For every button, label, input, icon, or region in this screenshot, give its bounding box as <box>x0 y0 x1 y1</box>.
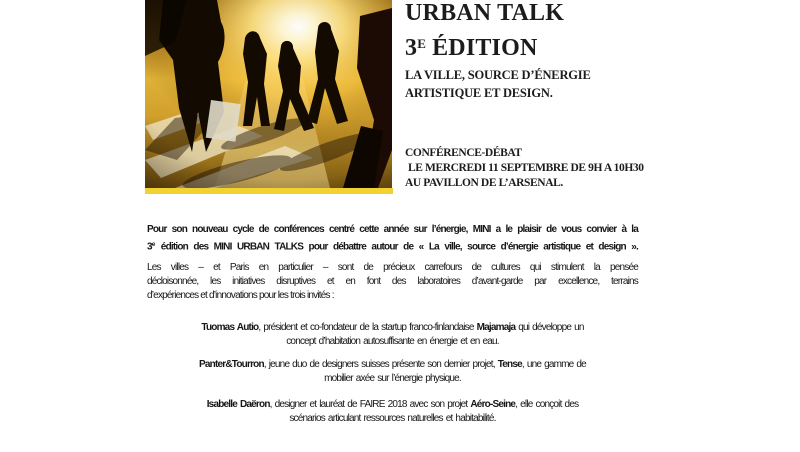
paragraph-context <box>147 261 638 303</box>
emphasis-text: Tuomas Autio <box>201 321 259 333</box>
event-type: CONFÉRENCE-DÉBAT <box>405 147 522 159</box>
text-run: Les villes – et Paris en particulier – sont de précieux carrefours de cultures qui stimulent la pensée <box>147 261 638 273</box>
text-line <box>147 275 638 289</box>
paragraph-guest-panter-tourron <box>147 358 638 386</box>
text-run: , elle conçoit des <box>515 398 579 410</box>
emphasis-text: Tense <box>497 358 522 370</box>
emphasis-text: e <box>151 241 156 248</box>
text-run: qui développe un <box>515 321 584 333</box>
event-subtitle-line1: LA VILLE, SOURCE D’ÉNERGIE <box>405 68 591 82</box>
text-line <box>147 321 638 335</box>
street-crossing-photo <box>145 0 392 188</box>
text-run: , président et co-fondateur de la startup franco-finlandaise <box>258 321 477 333</box>
event-datetime: LE MERCREDI 11 SEPTEMBRE DE 9H A 10H30 <box>408 162 644 175</box>
emphasis-text: édition des MINI URBAN TALKS pour débattre autour de « La ville, source d’énergie artistique et design ». <box>155 241 638 253</box>
text-line <box>147 358 638 372</box>
body-text <box>147 222 638 426</box>
event-title-line1: URBAN TALK <box>405 0 565 26</box>
text-line <box>147 261 638 275</box>
event-subtitle <box>405 67 591 102</box>
text-run: , jeune duo de designers suisses présente son dernier projet, <box>263 358 498 370</box>
text-line <box>147 289 638 303</box>
text-line <box>147 335 638 349</box>
text-line <box>147 222 638 237</box>
text-line <box>147 372 638 386</box>
text-run: mobilier axée sur l’énergie physique. <box>324 372 461 384</box>
event-details <box>405 146 644 192</box>
emphasis-text: Isabelle Daëron <box>206 398 270 410</box>
emphasis-text: Majamaja <box>476 321 516 333</box>
text-run: , une gamme de <box>521 358 586 370</box>
event-title <box>405 0 564 63</box>
edition-word: ÉDITION <box>425 34 538 61</box>
paragraph-guest-tuomas-autio <box>147 321 638 349</box>
text-run: , designer et lauréat de FAIRE 2018 avec son projet <box>269 398 471 410</box>
text-run: décloisonnée, les initiatives disruptives et en font des laboratoires d’avant-garde par excellence, terrains <box>147 275 638 287</box>
emphasis-text: Panter&Tourron <box>199 358 264 370</box>
text-line <box>147 412 638 426</box>
text-run: concept d’habitation autosuffisante en énergie et en eau. <box>286 335 499 347</box>
edition-superscript: E <box>417 35 426 51</box>
edition-number: 3 <box>405 34 418 61</box>
paragraph-intro <box>147 222 638 255</box>
yellow-accent-bar <box>145 188 393 194</box>
emphasis-text: 3 <box>147 241 152 253</box>
text-line <box>147 398 638 412</box>
event-subtitle-line2: ARTISTIQUE ET DESIGN. <box>405 85 553 100</box>
paragraph-guest-isabelle-daeron <box>147 398 638 426</box>
street-crossing-photo-art <box>145 0 392 188</box>
text-line <box>147 237 638 255</box>
event-location: AU PAVILLON DE L’ARSENAL. <box>405 177 563 190</box>
text-run: scénarios articulant ressources naturelles et habitabilité. <box>289 412 496 424</box>
emphasis-text: Aéro-Seine <box>470 398 516 410</box>
text-run: d’expériences et d’innovations pour les trois invités : <box>147 289 334 301</box>
emphasis-text: Pour son nouveau cycle de conférences centré cette année sur l’énergie, MINI a le plaisir de vous convier à la <box>147 224 638 235</box>
